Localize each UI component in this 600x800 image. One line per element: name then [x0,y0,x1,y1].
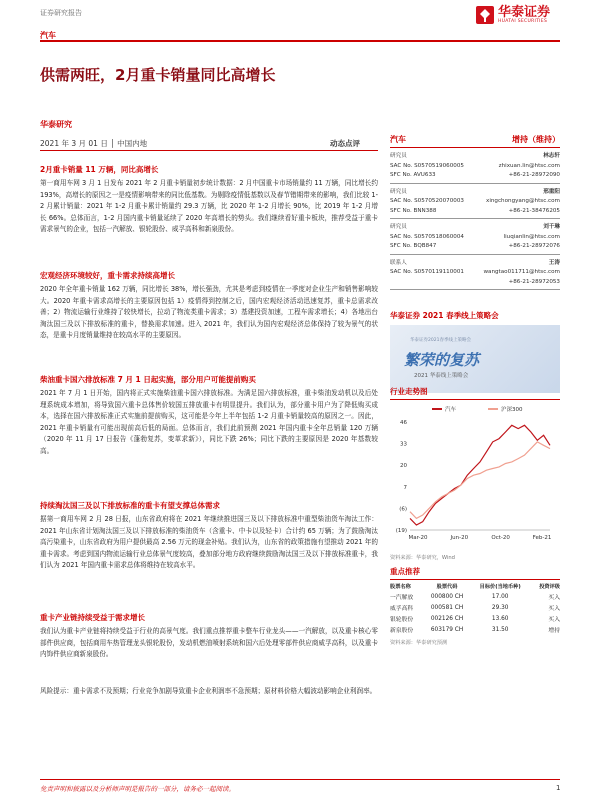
series-line [410,442,550,519]
analyst-email[interactable]: liuqianlin@htsc.com [503,233,560,240]
analyst-card [390,259,560,291]
chart-title: 行业走势图 [390,386,560,400]
section-3 [40,374,378,458]
x-tick-label: Oct-20 [491,535,510,541]
y-tick-label: (6) [399,506,407,513]
banner-block [390,310,560,393]
stocks-block [390,566,560,646]
section-title: 宏观经济环境较好，重卡需求持续高增长 [40,271,175,280]
x-tick-label: Jun-20 [450,535,469,541]
legend-label: 沪深300 [501,407,523,413]
analyst-role: 研究员 [390,153,407,159]
analyst-name: 刘千琳 [543,224,560,230]
analyst-phone: +86-21-38476205 [508,207,560,214]
analyst-role: 研究员 [390,188,407,195]
stocks-title: 重点推荐 [390,566,560,580]
analyst-sac: SAC No. S0570518060004 [390,233,464,240]
analyst-card [390,223,560,255]
analyst-email[interactable]: xingchongyang@htsc.com [486,198,560,204]
analyst-name: 邢重阳 [543,188,560,195]
table-cell: 17.00 [491,593,509,600]
report-title: 供需两旺，2月重卡销量同比高增长 [40,66,276,84]
research-label: 华泰研究 [40,120,72,129]
table-row[interactable] [390,591,560,602]
analyst-divider [390,289,560,290]
left-divider [40,150,378,151]
analyst-divider [390,218,560,219]
stocks-source: 资料来源：华泰研究预测 [390,640,448,646]
section-4 [40,500,378,572]
analyst-divider [390,254,560,255]
logo-english: HUATAI SECURITIES [498,19,548,24]
analyst-email[interactable]: wangtao011711@htsc.com [483,269,560,275]
analyst-sfc: SFC No. AVU633 [390,172,436,178]
y-tick-label: 7 [403,484,407,491]
table-cell: 新泉股份 [390,628,414,634]
y-tick-label: 46 [400,420,407,426]
table-cell: 29.30 [491,604,509,611]
section-title: 柴油重卡国六排放标准 7 月 1 日起实施，部分用户可能提前购买 [40,375,256,384]
huatai-logo [476,6,550,24]
table-cell: 13.60 [491,615,509,622]
table-cell: 603179 CH [430,626,464,633]
x-tick-label: Feb-21 [532,535,552,541]
banner-subtitle: 2021 华泰线上策略会 [414,373,469,379]
section-title: 2月重卡销量 11 万辆，同比高增长 [40,165,159,174]
y-tick-label: (19) [395,528,407,534]
sector-tag: 汽车 [40,31,56,40]
table-cell: 增持 [548,628,560,634]
analyst-sfc: SFC No. BNN388 [390,207,437,214]
x-tick-label: Mar-20 [408,535,428,541]
banner-title: 华泰证券 2021 春季线上策略会 [390,311,499,320]
stocks-table [390,582,560,635]
section-5 [40,612,378,661]
analyst-sac: SAC No. S0570520070003 [390,198,464,204]
date-line: 2021 年 3 月 01 日 │ 中国内地 [40,139,148,148]
analyst-name: 王涛 [548,259,560,266]
legend-label: 汽车 [445,407,457,413]
analyst-phone: +86-21-28972090 [508,172,560,178]
section-1 [40,164,378,236]
table-cell: 一汽解放 [390,595,414,601]
analyst-sfc: SFC No. BQB847 [390,243,437,249]
header-divider [40,40,560,42]
industry-trend-chart [390,400,560,550]
chart-source: 资料来源：华泰研究，Wind [390,555,455,561]
report-category: 动态点评 [330,139,360,148]
strategy-banner[interactable] [390,325,560,393]
risk-section [40,686,378,698]
analyst-phone: +86-21-28972076 [508,243,560,249]
y-tick-label: 33 [400,441,407,448]
analyst-email[interactable]: zhixuan.lin@htsc.com [498,162,560,169]
rating-box [390,134,560,290]
analyst-role: 研究员 [390,224,407,230]
risk-text: 风险提示：重卡需求不及预期；行业竞争加剧导致重卡企业利润率不急预期；原材料价格大幅波动影响企业利润率。 [40,687,377,695]
section-body: 第一商用车网 3 月 1 日发布 2021 年 2 月重卡销量初步统计数据：2 月中国重卡市场销量约 11 万辆，同比增长约 193%，高增长的原因之一是疫情影响带来的同比低基数。为剔除疫情低基数以及春节错期带来的影响，我们比较 1-2 月累计销量：2021 年 1-2 月重卡累计销量约 29.3 万辆，比 2020 年 1-2 月增长 90%，比 2019 年 1-2 月增长 66%。总体而言，1-2 月国内重卡销量延续了 2020 年高增长的势头。我们继续看好重卡板块，推荐受益于重卡需求景气的企业，包括一汽解放、银轮股份、威孚高科和新泉股份。 [40,179,378,234]
table-cell: 银轮股份 [390,617,414,623]
report-type-label: 证券研究报告 [40,9,82,17]
table-cell: 000800 CH [430,593,464,600]
analyst-list [390,152,560,290]
analyst-sac: SAC No. S0570519060005 [390,162,464,169]
table-cell: 买入 [548,606,560,612]
section-body: 2021 年 7 月 1 日开始，国内将正式实施柴油重卡国六排放标准。为满足国六排放标准，重卡柴油发动机以及后处理系统成本增加，将导致国六重卡总体售价较国五排放重卡有明显提升。我们认为，部分重卡用户为了降低购买成本，选择在国六排放标准正式实施前提前购买，这可能是今年上半年包括 1-2 月重卡销量较高的原因之一。因此，2021 年重卡销量有可能出现前高后低的局面。总体而言，我们此前预测 2021 年国内重卡全年总销量 120 万辆（2020 年 11 月 17 日报告《蓬勃复苏，变革求新》），同比下跌 26%；同比下跌的主要原因是 2020 年基数较高。 [40,389,378,455]
banner-top-text: 华泰证券2021春季线上策略会 [410,338,471,343]
table-cell: 威孚高科 [390,606,414,612]
section-title: 持续淘汰国三及以下排放标准的重卡有望支撑总体需求 [40,501,220,510]
table-cell: 000581 CH [430,604,464,611]
column-header: 股票代码 [436,584,458,590]
analyst-sac: SAC No. S0570119110001 [390,269,464,275]
table-cell: 31.50 [491,626,509,633]
section-2 [40,270,378,342]
section-body: 我们认为重卡产业链将持续受益于行业的高景气度。我们重点推荐重卡整车行业龙头——一汽解放，以及重卡核心零部件供应商，包括商用车热管理龙头银轮股份，发动机燃油喷射系统和国六后处理零部件供应商威孚高科，以及重卡内饰件供应商新泉股份。 [40,627,378,659]
analyst-phone: +86-21-28972053 [508,278,560,285]
page-number: 1 [556,784,561,792]
analyst-name: 林志轩 [543,153,560,159]
analyst-card [390,188,560,220]
logo-chinese: 华泰证券 [498,5,551,20]
rating: 增持（维持） [512,135,560,144]
right-sector: 汽车 [390,135,406,144]
table-header [390,582,560,591]
table-row[interactable] [390,602,560,613]
footer-divider [40,779,560,780]
disclaimer: 免责声明和披露以及分析师声明是报告的一部分，请务必一起阅读。 [40,785,235,793]
table-row[interactable] [390,613,560,624]
huatai-logo-icon [476,6,494,24]
section-title: 重卡产业链持续受益于需求增长 [40,613,145,622]
section-body: 2020 年全年重卡销量 162 万辆，同比增长 38%，增长强劲，尤其是考虑到疫情在一季度对企业生产和销售影响较大。2020 年重卡需求高增长的主要原因包括 1）疫情得到控制之后，国内宏观经济活动迅速复苏，重卡总需求改善；2）物流运输行业维持了较快增长，拉动了物流类重卡需求；3）基建投资加速，工程车需求增长；4）各地出台淘汰国三及以下排放标准的重卡，替换需求加速。进入 2021 年，我们认为国内宏观经济总体保持了较为景气的状态，是重卡月度销量维持在较高水平的主要原因。 [40,285,378,340]
banner-headline: 繁荣的复苏 [404,351,480,369]
table-cell: 买入 [548,617,560,623]
column-header: 股票名称 [390,584,411,590]
column-header: 目标价(当地币种) [479,584,521,590]
analyst-divider [390,183,560,184]
section-body: 据第一商用车网 2 月 28 日报，山东省政府将在 2021 年继续推进国三及以下排放标准中重型柴油货车淘汰工作：2021 年山东省计划淘汰国三及以下排放标准的柴油货车（含重卡、中卡以及轻卡）合计约 65 万辆；为了鼓励淘汰高污染重卡，山东省政府为用户提供最高 2.56 万元的现金补贴。我们认为，山东省的政策措施有望推动 2021 年的重卡需求。考虑到国内物流运输行业总体景气度较高，叠加部分地方政府继续鼓励淘汰国三及以下排放标准重卡，我们认为 2021 年国内重卡需求总体将维持在较高水平。 [40,515,379,570]
table-cell: 买入 [548,595,560,601]
table-row[interactable] [390,624,560,635]
chart-block [390,386,560,561]
analyst-card [390,152,560,184]
series-line [410,425,550,525]
column-header: 投资评级 [539,584,560,590]
table-cell: 002126 CH [430,615,464,622]
y-tick-label: 20 [400,463,407,470]
analyst-role: 联系人 [390,259,407,266]
